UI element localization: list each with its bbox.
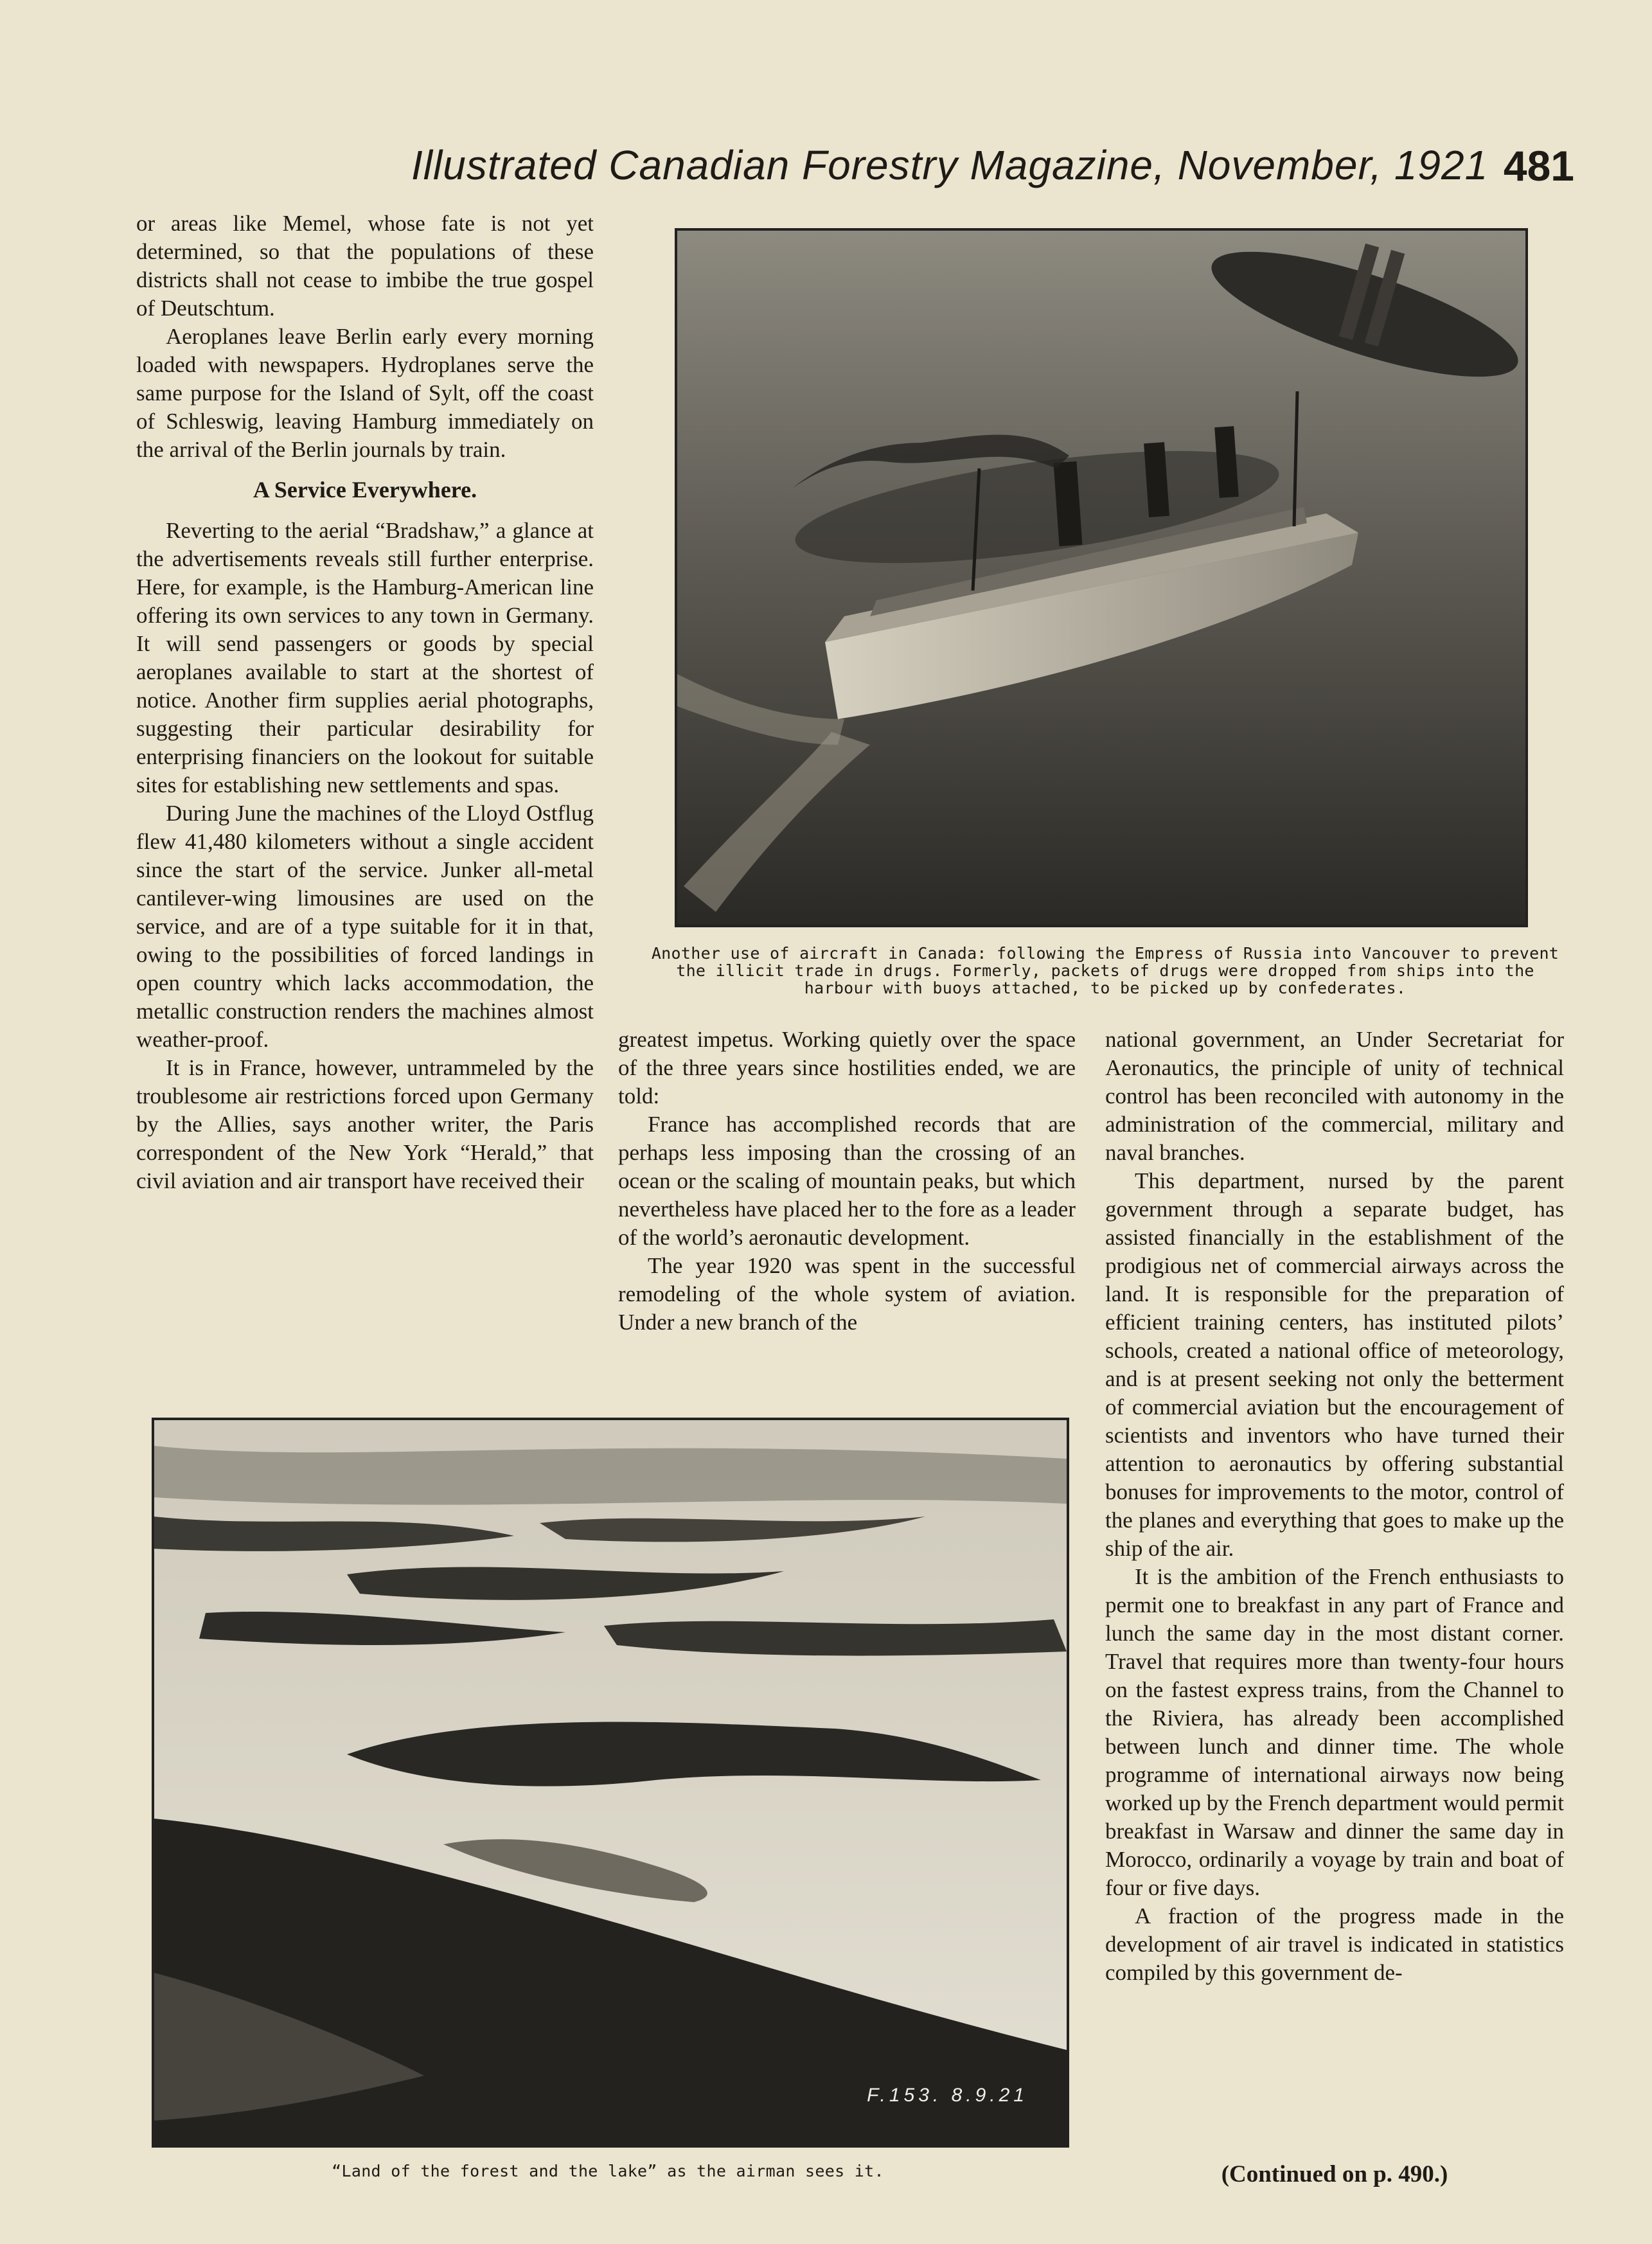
plate-marking: F.153. 8.9.21 — [867, 2085, 1028, 2106]
paragraph: The year 1920 was spent in the successful remodeling of the whole system of aviation. Under a new branch of the — [618, 1253, 1076, 1335]
paragraph: France has accomplished records that are perhaps less imposing than the crossing of an ocean or the scaling of mountain peaks, but which nevertheless have placed her to the fore as a leader of the world’s aeronautic development. — [618, 1112, 1076, 1250]
paragraph: It is the ambition of the French enthusiasts to permit one to breakfast in any part of France and lunch the same day in the most distant corner. Travel that requires more than twenty-four hours on the fastest express trains, from the Channel to the Riviera, has already been accomplished between lunch and dinner time. The whole programme of international airways now being worked up by the French department would permit breakfast in Warsaw and dinner the same day in Morocco, ordinarily a voyage by train and boat of four or five days. — [1105, 1564, 1564, 1900]
column-left — [136, 209, 594, 1195]
paragraph: greatest impetus. Working quietly over the space of the three years since hostilities ended, we are told: — [618, 1027, 1076, 1109]
paragraph: A fraction of the progress made in the development of air travel is indicated in statistics compiled by this government de- — [1105, 1903, 1564, 1985]
paragraph: Reverting to the aerial “Bradshaw,” a glance at the advertisements reveals still further enterprise. Here, for example, is the Hamburg-American line offering its own services to any town in Germany. It will send passengers or goods by special aeroplanes available to start at the shortest of notice. Another firm supplies aerial photographs, suggesting their particular desirability for enterprising financiers on the lookout for suitable sites for establishing new settlements and spas. — [136, 518, 594, 797]
page-number: 481 — [1503, 142, 1574, 190]
paragraph: It is in France, however, untrammeled by the troublesome air restrictions forced upon Germany by the Allies, says another writer, the Paris correspondent of the New York “Herald,” that civil aviation and air transport have received their — [136, 1055, 594, 1193]
paragraph: During June the machines of the Lloyd Ostflug flew 41,480 kilometers without a single accident since the start of the service. Junker all-metal cantilever-wing limousines are used on the service, and are of a type suitable for it in that, owing to the possibilities of forced landings in open country which lacks accommodation, the metallic construction renders the machines almost weather-proof. — [136, 801, 594, 1052]
continued-notice: (Continued on p. 490.) — [1221, 2161, 1448, 2187]
paragraph: This department, nursed by the parent government through a separate budget, has assisted financially in the establishment of the prodigious net of commercial airways across the land. It is responsible for the preparation of efficient training centers, has instituted pilots’ schools, created a national office of meteorology, and is at present seeking not only the betterment of commercial aviation but the encouragement of scientists and inventors who have turned their attention to aeronautics by offering substantial bonuses for improvements to the motor, control of the planes and everything that goes to make up the ship of the air. — [1105, 1168, 1564, 1561]
ship-photo-image — [677, 231, 1525, 925]
page-header — [386, 135, 1574, 206]
section-heading: A Service Everywhere. — [253, 477, 477, 503]
paragraph: national government, an Under Secretariat for Aeronautics, the principle of unity of technical control has been reconciled with autonomy in the administration of the commercial, military and naval branches. — [1105, 1027, 1564, 1165]
ship-photo-caption: Another use of aircraft in Canada: following the Empress of Russia into Vancouver to prevent the illicit trade in drugs. Formerly, packets of drugs were dropped from ships into the harbour with buoys attached, to be picked up by confederates. — [651, 944, 1559, 997]
paragraph: Aeroplanes leave Berlin early every morning loaded with newspapers. Hydroplanes serve the same purpose for the Island of Sylt, off the coast of Schleswig, leaving Hamburg immediately on the arrival of the Berlin journals by train. — [136, 324, 594, 462]
paragraph: or areas like Memel, whose fate is not yet determined, so that the populations of these districts shall not cease to imbibe the true gospel of Deutschtum. — [136, 211, 594, 321]
magazine-title: Illustrated Canadian Forestry Magazine, November, 1921 — [411, 142, 1489, 188]
lake-photo-image — [154, 1420, 1067, 2145]
lake-photo-caption: “Land of the forest and the lake” as the airman sees it. — [332, 2162, 884, 2180]
ship-aerial-photo — [675, 228, 1528, 927]
lake-aerial-photo — [152, 1418, 1069, 2148]
column-right — [1105, 1026, 1564, 1987]
column-middle — [618, 1026, 1076, 1337]
